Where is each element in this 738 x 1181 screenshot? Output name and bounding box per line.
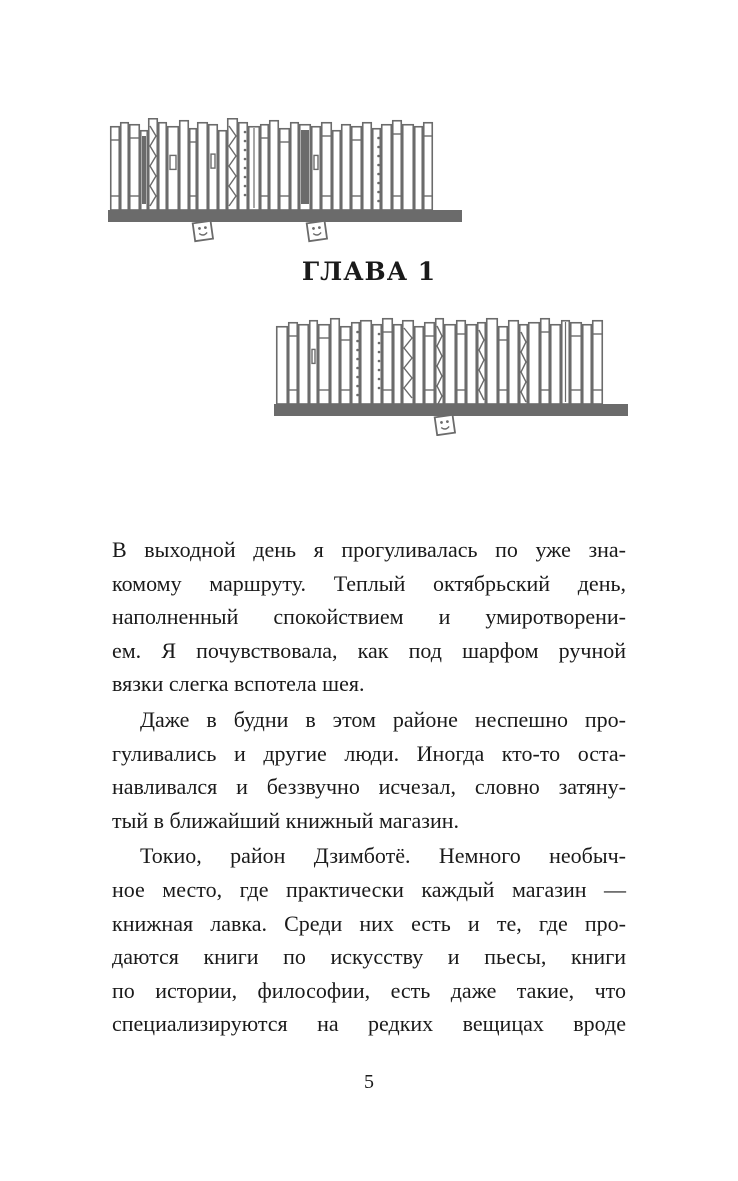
book-spine [277,327,288,404]
chapter-body [112,533,626,1041]
paragraph-3 [112,839,626,1041]
book-spine [363,123,372,210]
book-spine [361,321,372,404]
book-spine [198,123,208,210]
book-spine [373,129,381,210]
text-line: гуливались и другие люди. Иногда кто-то оста- [112,740,626,766]
book-spine [382,125,392,210]
book-spine [593,321,603,404]
text-line: книжная лавка. Среди них есть и те, где про- [112,910,626,936]
book-spine [299,325,309,404]
book-spine [291,123,299,210]
book-spine [190,129,197,210]
smiley-tag-icon [435,415,455,435]
book-spine [312,127,321,210]
book-spine [289,323,298,404]
text-line: по истории, философии, есть даже такие, что [112,977,626,1003]
book-spine [280,129,290,210]
text-line: специализируются на редких вещицах вроде [112,1011,626,1037]
book-spine [583,325,592,404]
book-spine [373,325,382,404]
book-spine [331,319,340,404]
book-spine [159,123,167,210]
book-spine [445,325,456,404]
text-line: вязки слегка вспотела шея. [112,671,365,697]
book-spine [394,325,402,404]
book-spine [341,327,351,404]
book-spine [551,325,561,404]
book-spine [209,125,218,210]
book-spine [403,125,414,210]
book-spine [499,327,508,404]
book-spine [457,321,466,404]
paragraph-1 [112,533,626,701]
book-spine [415,327,424,404]
text-line: комому маршруту. Теплый октябрьский день, [112,570,626,596]
book-spine [467,325,477,404]
text-line: даются книги по искусству и пьесы, книги [112,944,626,970]
page-number: 5 [364,1071,374,1093]
book-spine [529,323,540,404]
text-line: навливался и беззвучно исчезал, словно затяну- [112,774,626,800]
book-spine [509,321,519,404]
book-spine [219,131,227,210]
book-spine [342,125,351,210]
book-spine [111,127,120,210]
paragraph-2 [112,703,626,837]
book-spine [333,131,341,210]
book-spine [180,121,189,210]
text-line: Токио, район Дзимботё. Немного необыч- [140,843,626,869]
text-line: тый в ближайший книжный магазин. [112,807,460,833]
book-spine [239,123,248,210]
chapter-title: ГЛАВА 1 [301,257,437,286]
book-spine [319,325,330,404]
shelf-plank [108,210,462,222]
book-spine [352,323,360,404]
book-spine [270,121,279,210]
text-line: ное место, где практически каждый магазин — [112,876,626,902]
text-line: Даже в будни в этом районе неспешно про- [140,706,626,732]
book-spine [415,127,423,210]
text-line: В выходной день я прогуливалась по уже зна- [112,537,626,562]
book-spine [352,127,362,210]
smiley-tag-icon [307,221,327,241]
bookshelf-top-icon [108,118,462,246]
book-spine [121,123,129,210]
book-spine [425,323,435,404]
text-line: наполненный спокойствием и умиротворени- [112,604,626,630]
book-spine [571,323,582,404]
smiley-tag-icon [193,221,213,241]
text-line: ем. Я почувствовала, как под шарфом ручной [112,637,626,663]
book-spine [310,321,318,404]
bookshelf-bottom-icon [274,316,628,436]
bookshelf-illustration-top [108,118,462,246]
bookshelf-illustration-bottom [274,316,628,436]
book-spine [487,319,498,404]
